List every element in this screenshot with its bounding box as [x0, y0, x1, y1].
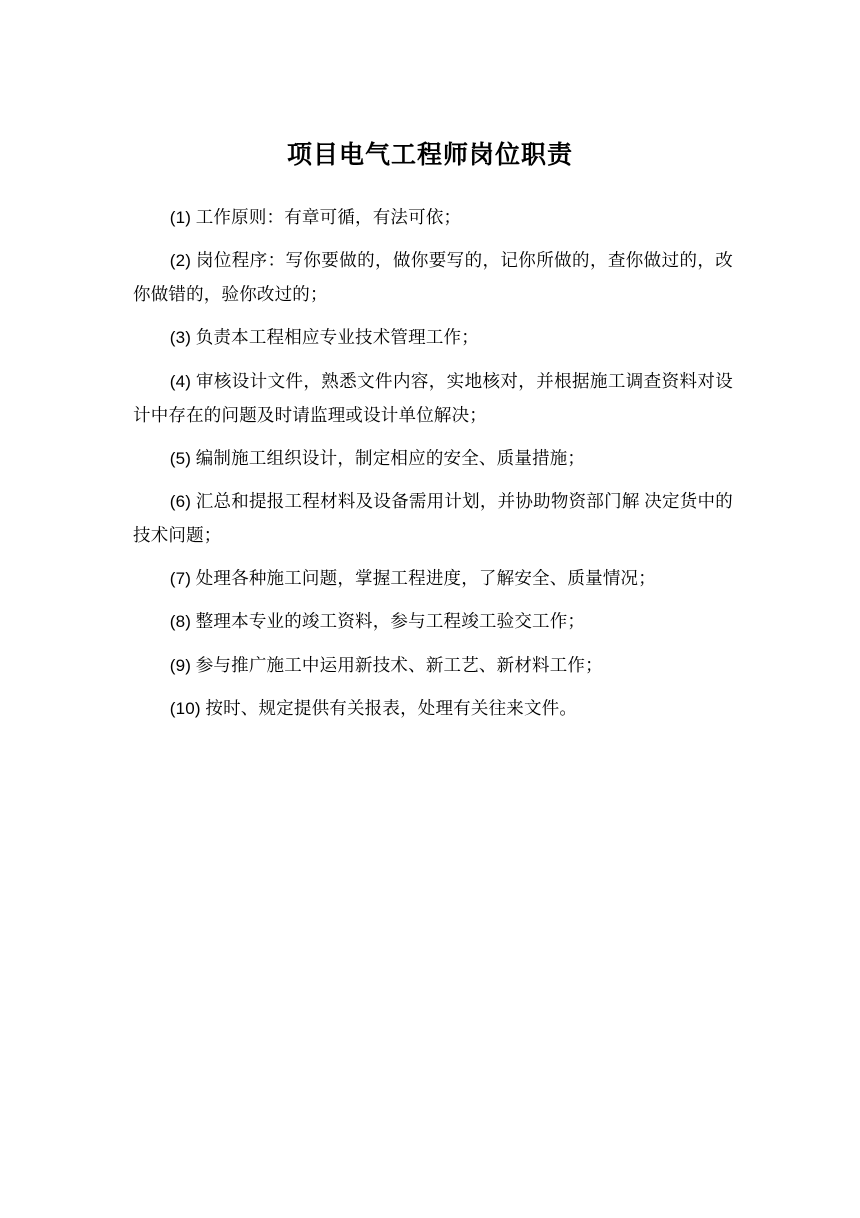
list-item-text: 参与推广施工中运用新技术、新工艺、新材料工作；: [195, 654, 603, 675]
list-item: [133, 648, 733, 682]
list-item-marker: (7): [169, 569, 192, 589]
list-item-marker: (1): [169, 208, 192, 227]
list-item-marker: (10): [169, 698, 201, 718]
list-item-marker: (4): [169, 371, 192, 391]
list-item: [133, 320, 733, 354]
list-item-text: 汇总和提报工程材料及设备需用计划，并协助物资部门解 决定货中的技术问题；: [133, 490, 734, 546]
list-item-marker: (9): [169, 655, 192, 675]
list-item: [133, 243, 733, 311]
list-item-marker: (2): [169, 251, 192, 271]
list-item-text: 处理各种施工问题，掌握工程进度，了解安全、质量情况；: [195, 568, 656, 589]
list-item-text: 岗位程序：写你要做的，做你要写的，记你所做的，查你做过的，改你做错的，验你改过的；: [133, 250, 734, 305]
page-title: 项目电气工程师岗位职责: [286, 141, 573, 169]
list-item-text: 工作原则：有章可循，有法可依；: [195, 207, 462, 227]
list-item-marker: (8): [169, 612, 192, 632]
list-item: [133, 604, 733, 638]
list-item: [133, 364, 733, 432]
list-item-marker: (6): [169, 491, 192, 511]
list-item: [133, 691, 733, 725]
list-item-text: 编制施工组织设计，制定相应的安全、质量措施；: [195, 447, 586, 468]
list-item-text: 负责本工程相应专业技术管理工作；: [195, 327, 479, 348]
list-item-marker: (5): [169, 448, 192, 468]
list-item-text: 审核设计文件，熟悉文件内容，实地核对，并根据施工调查资料对设计中存在的问题及时请监理或设计单位解决；: [133, 370, 734, 425]
list-item: [133, 200, 733, 234]
list-item-text: 整理本专业的竣工资料，参与工程竣工验交工作；: [195, 611, 586, 632]
list-item: [133, 441, 733, 475]
list-item-marker: (3): [169, 328, 192, 348]
list-item: [133, 484, 733, 552]
list-item: [133, 561, 733, 595]
responsibility-list: [127, 170, 733, 725]
list-item-text: 按时、规定提供有关报表，处理有关往来文件。: [205, 697, 578, 718]
